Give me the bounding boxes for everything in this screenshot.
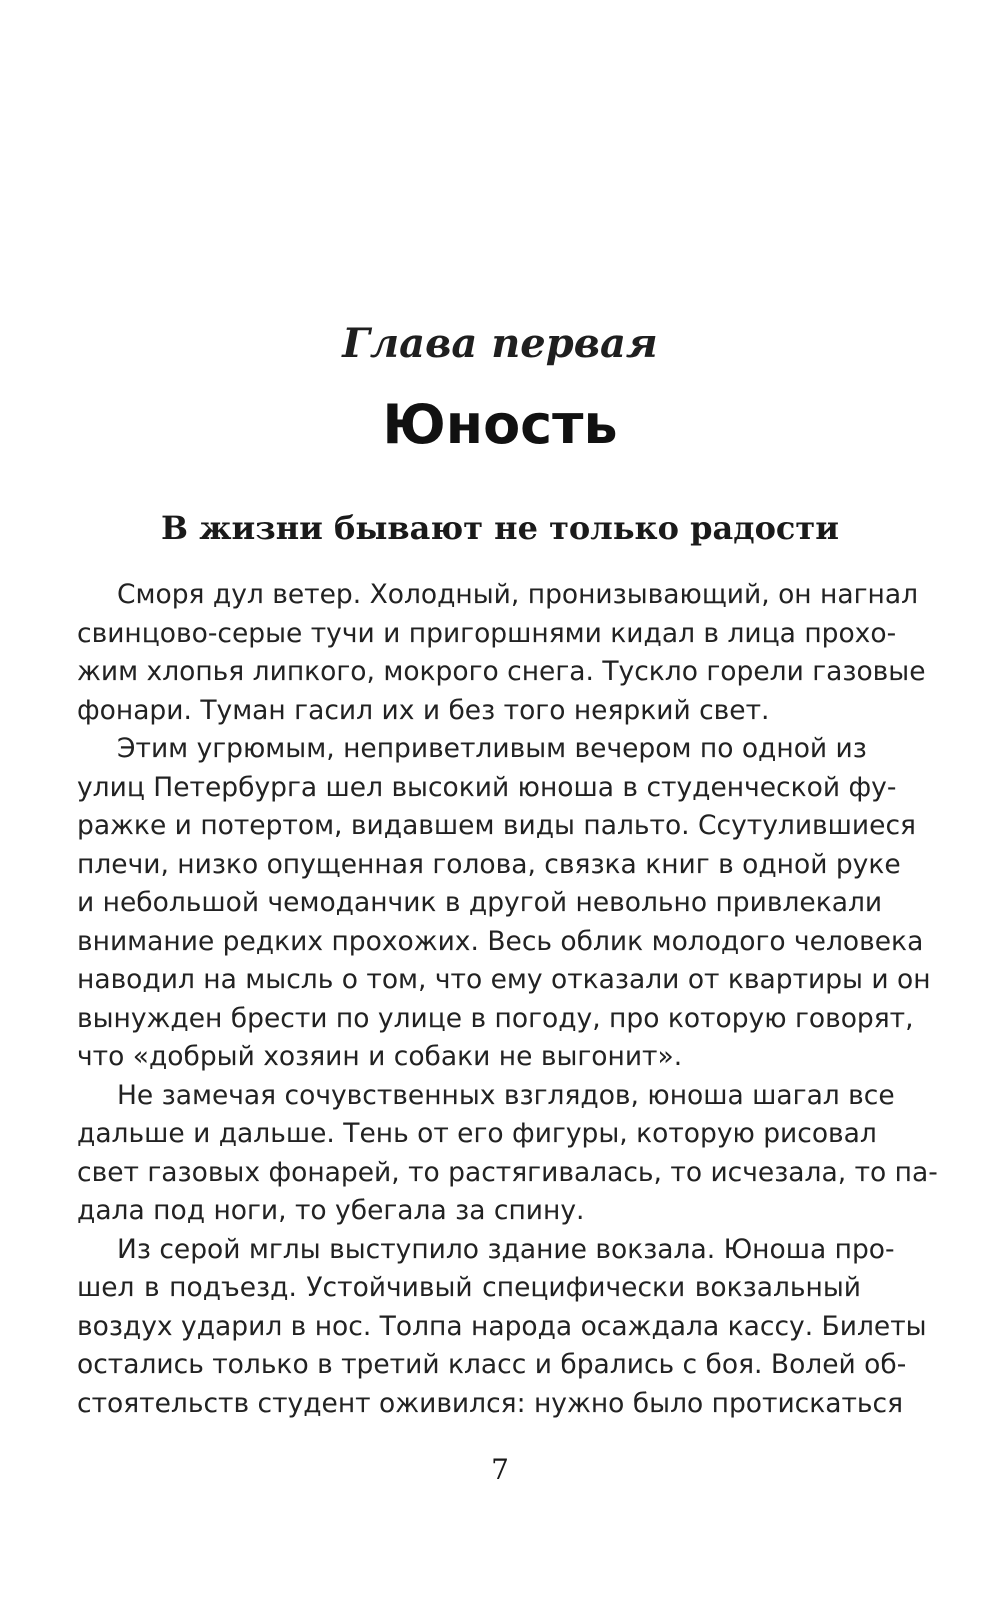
text-line: улиц Петербурга шел высокий юноша в студенческой фу- (77, 771, 897, 803)
text-line: ражке и потертом, видавшем виды пальто. Ссутулившиеся (77, 810, 916, 841)
text-line: Этим угрюмым, неприветливым вечером по одной из (117, 733, 867, 764)
text-line: фонари. Туман гасил их и без того неяркий свет. (77, 694, 770, 726)
text-line: свинцово-серые тучи и пригоршнями кидал в лица прохо- (77, 617, 897, 649)
text-line: воздух ударил в нос. Толпа народа осаждала кассу. Билеты (77, 1310, 927, 1342)
text-line: и небольшой чемоданчик в другой невольно привлекали (77, 887, 883, 918)
text-line: вынужден брести по улице в погоду, про которую говорят, (77, 1002, 914, 1034)
text-line: Из серой мглы выступило здание вокзала. Юноша про- (117, 1233, 895, 1265)
page-number: 7 (491, 1453, 509, 1486)
chapter-title: Юность (382, 393, 618, 456)
text-line: дальше и дальше. Тень от его фигуры, которую рисовал (77, 1118, 877, 1149)
text-line: жим хлопья липкого, мокрого снега. Тускло горели газовые (77, 656, 926, 687)
text-line: что «добрый хозяин и собаки не выгонит». (77, 1041, 683, 1072)
text-line: свет газовых фонарей, то растягивалась, то исчезала, то па- (77, 1156, 938, 1188)
paragraph-2 (77, 730, 931, 1077)
body-text (77, 576, 938, 1423)
paragraph-1 (77, 576, 926, 730)
text-line: шел в подъезд. Устойчивый специфически вокзальный (77, 1272, 861, 1303)
text-line: остались только в третий класс и брались с боя. Волей об- (77, 1349, 907, 1380)
section-subtitle: В жизни бывают не только радости (161, 509, 839, 547)
paragraph-3 (77, 1077, 938, 1231)
text-line: Не замечая сочувственных взглядов, юноша шагал все (117, 1079, 895, 1111)
text-line: плечи, низко опущенная голова, связка книг в одной руке (77, 848, 901, 880)
chapter-heading: Глава первая (342, 320, 658, 367)
text-line: дала под ноги, то убегала за спину. (77, 1195, 585, 1226)
text-line: стоятельств студент оживился: нужно было протискаться (77, 1387, 904, 1419)
paragraph-4 (77, 1231, 927, 1424)
text-line: внимание редких прохожих. Весь облик молодого человека (77, 925, 924, 957)
text-line: наводил на мысль о том, что ему отказали от квартиры и он (77, 964, 931, 995)
text-line: Сморя дул ветер. Холодный, пронизывающий, он нагнал (117, 579, 919, 610)
